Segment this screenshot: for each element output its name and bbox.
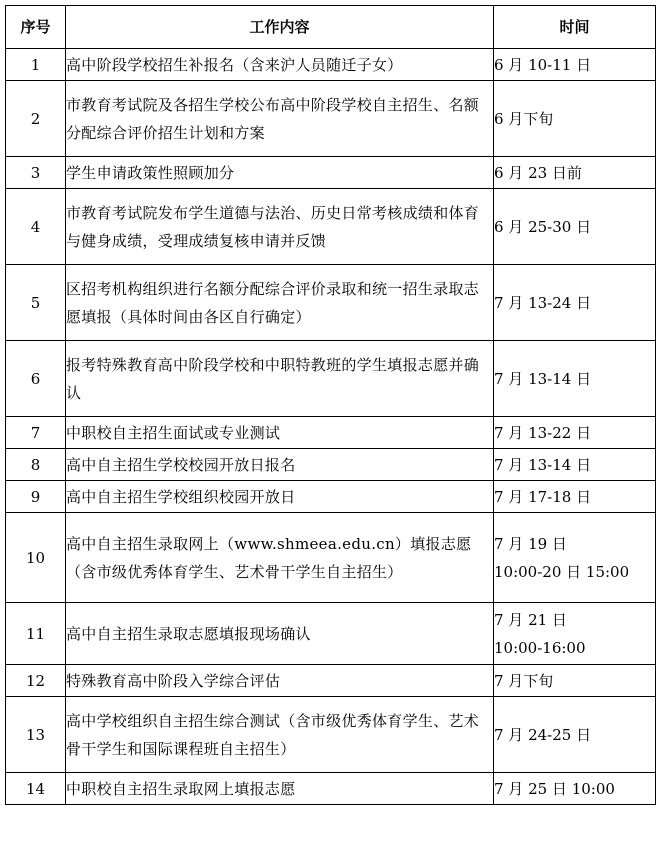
row-time [494, 773, 656, 805]
row-time-line: 7 月 17-18 日 [494, 487, 592, 506]
row-content: 中职校自主招生面试或专业测试 [66, 417, 494, 449]
header-content: 工作内容 [66, 6, 494, 49]
row-time-line: 7 月 24-25 日 [494, 725, 592, 744]
row-time-line: 7 月 25 日 10:00 [494, 779, 615, 798]
table-row [6, 341, 656, 417]
row-number: 4 [6, 189, 66, 265]
row-number: 13 [6, 697, 66, 773]
row-time-line: 7 月 21 日 [494, 610, 567, 629]
header-time: 时间 [494, 6, 656, 49]
table-row [6, 665, 656, 697]
row-content: 学生申请政策性照顾加分 [66, 157, 494, 189]
row-content: 高中自主招生录取网上（www.shmeea.edu.cn）填报志愿（含市级优秀体育学生、艺术骨干学生自主招生） [66, 513, 494, 603]
row-content: 高中学校组织自主招生综合测试（含市级优秀体育学生、艺术骨干学生和国际课程班自主招生） [66, 697, 494, 773]
table-row [6, 417, 656, 449]
table-row [6, 513, 656, 603]
row-time-line: 7 月 13-14 日 [494, 369, 592, 388]
row-time-line: 7 月 13-24 日 [494, 293, 592, 312]
table-row [6, 697, 656, 773]
table-body [6, 49, 656, 805]
row-content: 特殊教育高中阶段入学综合评估 [66, 665, 494, 697]
row-number: 5 [6, 265, 66, 341]
row-number: 11 [6, 603, 66, 665]
row-content: 中职校自主招生录取网上填报志愿 [66, 773, 494, 805]
table-row [6, 81, 656, 157]
row-time [494, 265, 656, 341]
row-time [494, 481, 656, 513]
row-content: 高中自主招生学校组织校园开放日 [66, 481, 494, 513]
header-row [6, 6, 656, 49]
row-number: 7 [6, 417, 66, 449]
table-row [6, 603, 656, 665]
table-row [6, 49, 656, 81]
row-content: 区招考机构组织进行名额分配综合评价录取和统一招生录取志愿填报（具体时间由各区自行确定） [66, 265, 494, 341]
row-time-line: 7 月下旬 [494, 671, 554, 690]
row-time-line: 7 月 19 日 [494, 534, 567, 553]
row-time [494, 603, 656, 665]
row-time [494, 81, 656, 157]
row-time [494, 665, 656, 697]
row-content: 市教育考试院发布学生道德与法治、历史日常考核成绩和体育与健身成绩，受理成绩复核申请并反馈 [66, 189, 494, 265]
row-time [494, 697, 656, 773]
row-time-line: 6 月下旬 [494, 109, 554, 128]
schedule-table [5, 5, 656, 805]
row-number: 8 [6, 449, 66, 481]
row-content: 高中阶段学校招生补报名（含来沪人员随迁子女） [66, 49, 494, 81]
row-time-line: 6 月 23 日前 [494, 163, 582, 182]
row-time-line: 6 月 25-30 日 [494, 217, 592, 236]
table-row [6, 265, 656, 341]
row-time-line: 7 月 13-14 日 [494, 455, 592, 474]
row-number: 9 [6, 481, 66, 513]
row-number: 10 [6, 513, 66, 603]
row-time [494, 341, 656, 417]
row-time [494, 49, 656, 81]
table-row [6, 773, 656, 805]
row-number: 1 [6, 49, 66, 81]
row-time [494, 417, 656, 449]
header-no: 序号 [6, 6, 66, 49]
row-time [494, 513, 656, 603]
row-time-line: 7 月 13-22 日 [494, 423, 592, 442]
table-row [6, 157, 656, 189]
row-time-line: 10:00-16:00 [494, 638, 586, 657]
row-number: 2 [6, 81, 66, 157]
row-time-line: 10:00-20 日 15:00 [494, 562, 630, 581]
row-content: 高中自主招生学校校园开放日报名 [66, 449, 494, 481]
row-time [494, 449, 656, 481]
row-number: 6 [6, 341, 66, 417]
table-row [6, 481, 656, 513]
row-time-line: 6 月 10-11 日 [494, 55, 592, 74]
row-content: 市教育考试院及各招生学校公布高中阶段学校自主招生、名额分配综合评价招生计划和方案 [66, 81, 494, 157]
row-content: 高中自主招生录取志愿填报现场确认 [66, 603, 494, 665]
table-row [6, 189, 656, 265]
row-time [494, 157, 656, 189]
row-number: 3 [6, 157, 66, 189]
row-number: 14 [6, 773, 66, 805]
row-time [494, 189, 656, 265]
row-number: 12 [6, 665, 66, 697]
table-row [6, 449, 656, 481]
row-content: 报考特殊教育高中阶段学校和中职特教班的学生填报志愿并确认 [66, 341, 494, 417]
